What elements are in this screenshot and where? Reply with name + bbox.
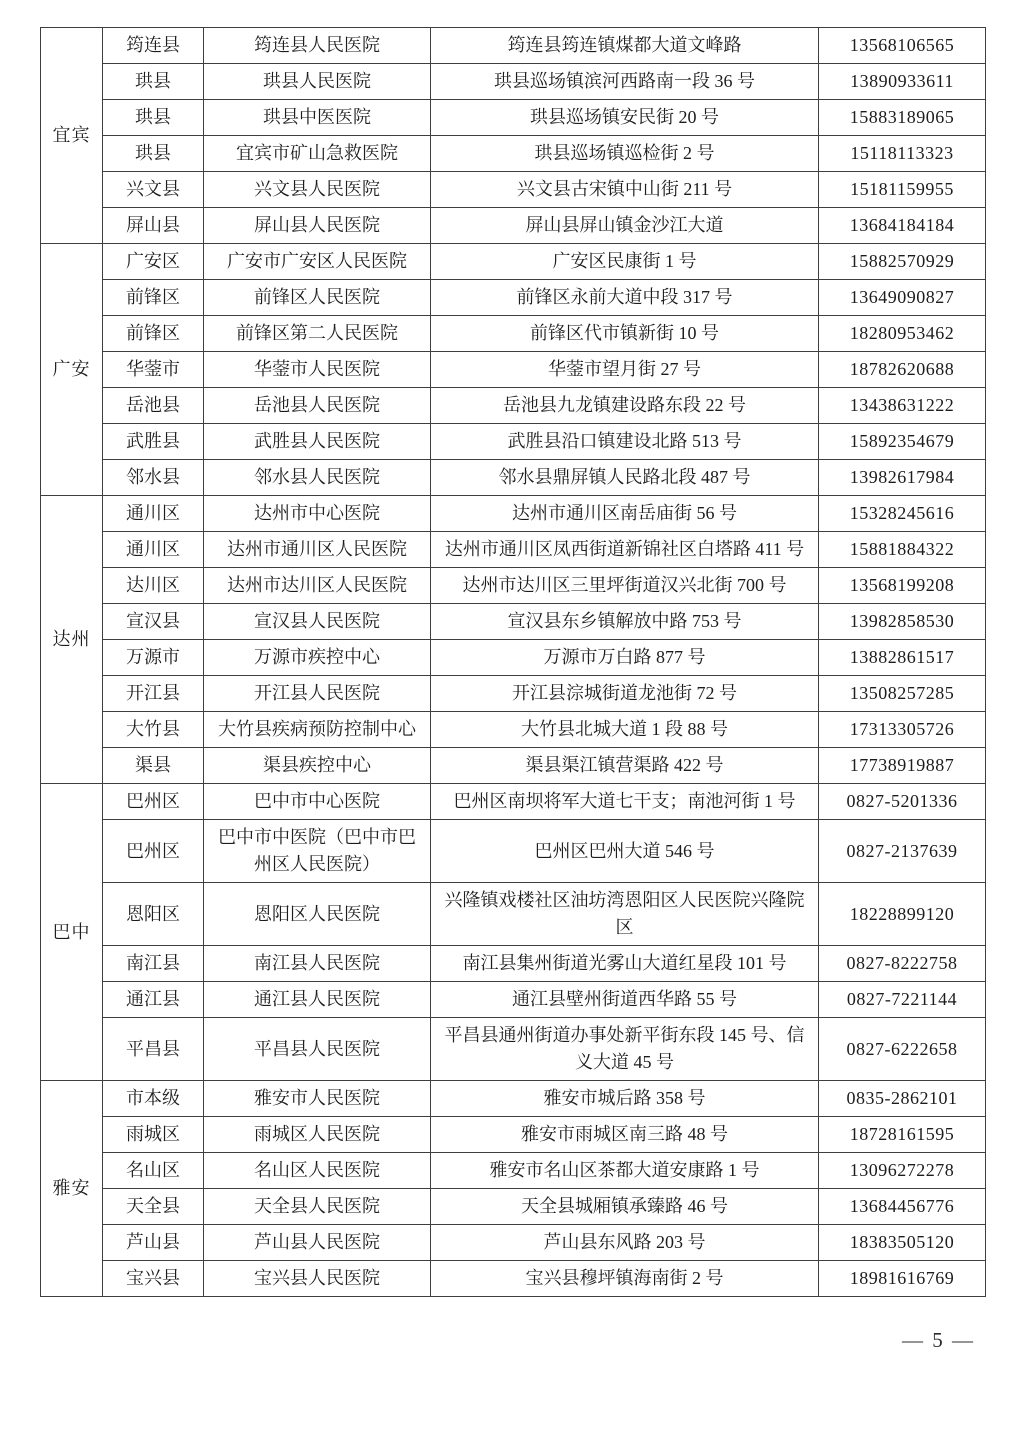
county-cell: 恩阳区	[103, 883, 204, 946]
hospital-name-cell: 宝兴县人民医院	[204, 1261, 431, 1297]
address-cell: 天全县城厢镇承臻路 46 号	[431, 1189, 819, 1225]
address-cell: 芦山县东风路 203 号	[431, 1225, 819, 1261]
hospital-name-cell: 芦山县人民医院	[204, 1225, 431, 1261]
address-cell: 屏山县屏山镇金沙江大道	[431, 208, 819, 244]
table-row	[41, 1189, 986, 1225]
county-cell: 万源市	[103, 640, 204, 676]
table-row	[41, 640, 986, 676]
hospital-name-cell: 宜宾市矿山急救医院	[204, 136, 431, 172]
phone-number-cell: 18383505120	[819, 1225, 986, 1261]
hospital-name-cell: 前锋区人民医院	[204, 280, 431, 316]
phone-number-cell: 18728161595	[819, 1117, 986, 1153]
page-number	[0, 1328, 975, 1353]
address-cell: 雅安市名山区茶都大道安康路 1 号	[431, 1153, 819, 1189]
phone-number-cell: 0827-2137639	[819, 820, 986, 883]
table-row	[41, 532, 986, 568]
county-cell: 珙县	[103, 64, 204, 100]
table-row	[41, 460, 986, 496]
hospital-name-cell: 珙县中医医院	[204, 100, 431, 136]
address-cell: 宝兴县穆坪镇海南街 2 号	[431, 1261, 819, 1297]
county-cell: 大竹县	[103, 712, 204, 748]
county-cell: 华蓥市	[103, 352, 204, 388]
table-row	[41, 100, 986, 136]
phone-number-cell: 17738919887	[819, 748, 986, 784]
phone-number-cell: 13438631222	[819, 388, 986, 424]
phone-number-cell: 15882570929	[819, 244, 986, 280]
hospital-name-cell: 雅安市人民医院	[204, 1081, 431, 1117]
table-row	[41, 1225, 986, 1261]
table-row	[41, 1018, 986, 1081]
county-cell: 南江县	[103, 946, 204, 982]
hospital-name-cell: 兴文县人民医院	[204, 172, 431, 208]
table-row	[41, 64, 986, 100]
table-row	[41, 712, 986, 748]
table-row	[41, 496, 986, 532]
table-row	[41, 388, 986, 424]
address-cell: 珙县巡场镇安民街 20 号	[431, 100, 819, 136]
address-cell: 渠县渠江镇营渠路 422 号	[431, 748, 819, 784]
county-cell: 兴文县	[103, 172, 204, 208]
hospital-name-cell: 达州市达川区人民医院	[204, 568, 431, 604]
county-cell: 平昌县	[103, 1018, 204, 1081]
phone-number-cell: 13508257285	[819, 676, 986, 712]
table-row	[41, 1117, 986, 1153]
phone-number-cell: 18228899120	[819, 883, 986, 946]
city-group-cell: 巴中	[41, 784, 103, 1081]
table-row	[41, 352, 986, 388]
address-cell: 平昌县通州街道办事处新平街东段 145 号、信义大道 45 号	[431, 1018, 819, 1081]
table-row	[41, 820, 986, 883]
county-cell: 天全县	[103, 1189, 204, 1225]
county-cell: 开江县	[103, 676, 204, 712]
address-cell: 雅安市城后路 358 号	[431, 1081, 819, 1117]
hospital-name-cell: 达州市中心医院	[204, 496, 431, 532]
county-cell: 渠县	[103, 748, 204, 784]
phone-number-cell: 15181159955	[819, 172, 986, 208]
county-cell: 芦山县	[103, 1225, 204, 1261]
address-cell: 达州市达川区三里坪街道汉兴北街 700 号	[431, 568, 819, 604]
county-cell: 珙县	[103, 136, 204, 172]
address-cell: 雅安市雨城区南三路 48 号	[431, 1117, 819, 1153]
county-cell: 宝兴县	[103, 1261, 204, 1297]
county-cell: 达川区	[103, 568, 204, 604]
table-row	[41, 982, 986, 1018]
table-row	[41, 1261, 986, 1297]
table-row	[41, 136, 986, 172]
table-row	[41, 208, 986, 244]
county-cell: 前锋区	[103, 316, 204, 352]
city-group-cell: 宜宾	[41, 28, 103, 244]
county-cell: 筠连县	[103, 28, 204, 64]
table-row	[41, 424, 986, 460]
hospital-name-cell: 珙县人民医院	[204, 64, 431, 100]
table-row	[41, 1153, 986, 1189]
hospital-name-cell: 大竹县疾病预防控制中心	[204, 712, 431, 748]
hospital-name-cell: 武胜县人民医院	[204, 424, 431, 460]
phone-number-cell: 0827-8222758	[819, 946, 986, 982]
address-cell: 华蓥市望月街 27 号	[431, 352, 819, 388]
hospital-name-cell: 名山区人民医院	[204, 1153, 431, 1189]
county-cell: 武胜县	[103, 424, 204, 460]
phone-number-cell: 13096272278	[819, 1153, 986, 1189]
county-cell: 前锋区	[103, 280, 204, 316]
county-cell: 岳池县	[103, 388, 204, 424]
city-group-cell: 雅安	[41, 1081, 103, 1297]
table-row	[41, 1081, 986, 1117]
address-cell: 大竹县北城大道 1 段 88 号	[431, 712, 819, 748]
hospital-name-cell: 天全县人民医院	[204, 1189, 431, 1225]
hospital-name-cell: 达州市通川区人民医院	[204, 532, 431, 568]
county-cell: 邻水县	[103, 460, 204, 496]
address-cell: 南江县集州街道光雾山大道红星段 101 号	[431, 946, 819, 982]
phone-number-cell: 13649090827	[819, 280, 986, 316]
phone-number-cell: 0827-5201336	[819, 784, 986, 820]
address-cell: 岳池县九龙镇建设路东段 22 号	[431, 388, 819, 424]
address-cell: 巴州区南坝将军大道七干支；南池河街 1 号	[431, 784, 819, 820]
address-cell: 武胜县沿口镇建设北路 513 号	[431, 424, 819, 460]
hospital-name-cell: 广安市广安区人民医院	[204, 244, 431, 280]
hospital-name-cell: 邻水县人民医院	[204, 460, 431, 496]
table-row	[41, 784, 986, 820]
address-cell: 兴文县古宋镇中山街 211 号	[431, 172, 819, 208]
county-cell: 雨城区	[103, 1117, 204, 1153]
phone-number-cell: 18981616769	[819, 1261, 986, 1297]
county-cell: 市本级	[103, 1081, 204, 1117]
county-cell: 通江县	[103, 982, 204, 1018]
county-cell: 屏山县	[103, 208, 204, 244]
phone-number-cell: 13568106565	[819, 28, 986, 64]
hospital-name-cell: 屏山县人民医院	[204, 208, 431, 244]
address-cell: 开江县淙城街道龙池街 72 号	[431, 676, 819, 712]
hospital-table-body	[41, 28, 986, 1297]
county-cell: 通川区	[103, 532, 204, 568]
hospital-name-cell: 巴中市中医院（巴中市巴州区人民医院）	[204, 820, 431, 883]
county-cell: 通川区	[103, 496, 204, 532]
address-cell: 兴隆镇戏楼社区油坊湾恩阳区人民医院兴隆院区	[431, 883, 819, 946]
page-number-label: — 5 —	[902, 1328, 975, 1352]
phone-number-cell: 0827-7221144	[819, 982, 986, 1018]
table-row	[41, 316, 986, 352]
county-cell: 名山区	[103, 1153, 204, 1189]
address-cell: 通江县壁州街道西华路 55 号	[431, 982, 819, 1018]
county-cell: 珙县	[103, 100, 204, 136]
phone-number-cell: 15883189065	[819, 100, 986, 136]
address-cell: 达州市通川区南岳庙街 56 号	[431, 496, 819, 532]
hospital-name-cell: 巴中市中心医院	[204, 784, 431, 820]
address-cell: 前锋区永前大道中段 317 号	[431, 280, 819, 316]
hospital-name-cell: 华蓥市人民医院	[204, 352, 431, 388]
address-cell: 达州市通川区凤西街道新锦社区白塔路 411 号	[431, 532, 819, 568]
hospital-name-cell: 万源市疾控中心	[204, 640, 431, 676]
city-group-cell: 达州	[41, 496, 103, 784]
address-cell: 邻水县鼎屏镇人民路北段 487 号	[431, 460, 819, 496]
city-group-cell: 广安	[41, 244, 103, 496]
hospital-name-cell: 岳池县人民医院	[204, 388, 431, 424]
phone-number-cell: 15892354679	[819, 424, 986, 460]
county-cell: 广安区	[103, 244, 204, 280]
hospital-name-cell: 平昌县人民医院	[204, 1018, 431, 1081]
county-cell: 巴州区	[103, 784, 204, 820]
address-cell: 前锋区代市镇新街 10 号	[431, 316, 819, 352]
address-cell: 巴州区巴州大道 546 号	[431, 820, 819, 883]
hospital-name-cell: 筠连县人民医院	[204, 28, 431, 64]
hospital-name-cell: 开江县人民医院	[204, 676, 431, 712]
phone-number-cell: 13890933611	[819, 64, 986, 100]
phone-number-cell: 18782620688	[819, 352, 986, 388]
table-row	[41, 172, 986, 208]
address-cell: 珙县巡场镇滨河西路南一段 36 号	[431, 64, 819, 100]
county-cell: 巴州区	[103, 820, 204, 883]
table-row	[41, 280, 986, 316]
phone-number-cell: 0827-6222658	[819, 1018, 986, 1081]
hospital-name-cell: 宣汉县人民医院	[204, 604, 431, 640]
table-row	[41, 676, 986, 712]
hospital-name-cell: 南江县人民医院	[204, 946, 431, 982]
table-row	[41, 604, 986, 640]
phone-number-cell: 13568199208	[819, 568, 986, 604]
table-row	[41, 748, 986, 784]
county-cell: 宣汉县	[103, 604, 204, 640]
address-cell: 筠连县筠连镇煤都大道文峰路	[431, 28, 819, 64]
hospital-name-cell: 前锋区第二人民医院	[204, 316, 431, 352]
phone-number-cell: 15881884322	[819, 532, 986, 568]
phone-number-cell: 17313305726	[819, 712, 986, 748]
table-row	[41, 28, 986, 64]
phone-number-cell: 13982858530	[819, 604, 986, 640]
hospital-name-cell: 通江县人民医院	[204, 982, 431, 1018]
phone-number-cell: 15118113323	[819, 136, 986, 172]
hospital-name-cell: 恩阳区人民医院	[204, 883, 431, 946]
phone-number-cell: 13684456776	[819, 1189, 986, 1225]
table-row	[41, 883, 986, 946]
address-cell: 万源市万白路 877 号	[431, 640, 819, 676]
hospital-name-cell: 渠县疾控中心	[204, 748, 431, 784]
hospital-table	[40, 27, 986, 1297]
phone-number-cell: 18280953462	[819, 316, 986, 352]
table-row	[41, 946, 986, 982]
table-row	[41, 244, 986, 280]
phone-number-cell: 13684184184	[819, 208, 986, 244]
hospital-name-cell: 雨城区人民医院	[204, 1117, 431, 1153]
phone-number-cell: 13982617984	[819, 460, 986, 496]
phone-number-cell: 13882861517	[819, 640, 986, 676]
phone-number-cell: 15328245616	[819, 496, 986, 532]
address-cell: 广安区民康街 1 号	[431, 244, 819, 280]
address-cell: 珙县巡场镇巡检街 2 号	[431, 136, 819, 172]
address-cell: 宣汉县东乡镇解放中路 753 号	[431, 604, 819, 640]
phone-number-cell: 0835-2862101	[819, 1081, 986, 1117]
table-row	[41, 568, 986, 604]
